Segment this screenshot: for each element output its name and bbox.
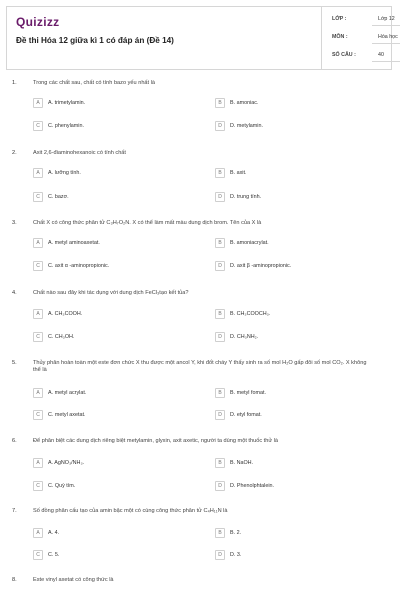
question-text: Chất nào sau đây khi tác dụng với dung dịch FeCl₃tạo kết tủa?	[33, 290, 189, 296]
option-d[interactable]	[215, 332, 375, 344]
option-letter-box: B	[215, 458, 225, 468]
option-a[interactable]	[33, 238, 193, 250]
option-text: A. CH₃COOH.	[48, 311, 83, 317]
option-letter-box: C	[33, 332, 43, 342]
option-letter-box: B	[215, 309, 225, 319]
option-text: C. metyl axetat.	[48, 412, 86, 418]
option-b[interactable]	[215, 238, 375, 250]
meta-class	[332, 13, 400, 25]
meta-divider	[372, 61, 400, 62]
question-text: Chất X có công thức phân tử C₃H₇O₂N. X có thể làm mất màu dung dịch brom. Tên của X là	[33, 220, 262, 226]
option-a[interactable]	[33, 458, 193, 470]
option-text: D. Phenolphtalein.	[230, 483, 275, 489]
option-text: B. amoniac.	[230, 100, 259, 106]
option-c[interactable]	[33, 121, 193, 133]
option-letter-box: D	[215, 332, 225, 342]
meta-value: 40	[378, 52, 384, 58]
option-text: A. AgNO₃/NH₃.	[48, 460, 85, 466]
question-number: 2.	[12, 150, 17, 156]
option-a[interactable]	[33, 309, 193, 321]
document-header	[6, 6, 398, 70]
question-number: 8.	[12, 577, 17, 583]
option-letter-box: A	[33, 238, 43, 248]
meta-divider	[372, 43, 400, 44]
option-text: B. metyl fomat.	[230, 390, 266, 396]
option-text: A. lưỡng tính.	[48, 170, 81, 176]
option-text: B. 2.	[230, 530, 242, 536]
option-a[interactable]	[33, 168, 193, 180]
option-text: C. phenylamin.	[48, 123, 84, 129]
meta-label: MÔN :	[332, 34, 348, 40]
option-letter-box: A	[33, 309, 43, 319]
option-c[interactable]	[33, 261, 193, 273]
option-d[interactable]	[215, 550, 375, 562]
option-text: D. etyl fomat.	[230, 412, 262, 418]
option-letter-box: D	[215, 121, 225, 131]
option-d[interactable]	[215, 481, 375, 493]
option-c[interactable]	[33, 192, 193, 204]
option-text: B. CH₃COOCH₃.	[230, 311, 271, 317]
question-text: Axit 2,6-điaminohexanoic có tính chất	[33, 150, 126, 156]
option-letter-box: B	[215, 98, 225, 108]
option-letter-box: D	[215, 481, 225, 491]
option-b[interactable]	[215, 458, 375, 470]
option-letter-box: D	[215, 550, 225, 560]
question-number: 1.	[12, 80, 17, 86]
option-letter-box: D	[215, 410, 225, 420]
option-text: A. metyl aminoaxetat.	[48, 240, 100, 246]
option-a[interactable]	[33, 528, 193, 540]
option-letter-box: A	[33, 528, 43, 538]
meta-label: SỐ CÂU :	[332, 52, 356, 58]
option-d[interactable]	[215, 192, 375, 204]
question-number: 4.	[12, 290, 17, 296]
option-text: B. amoniacrylat.	[230, 240, 269, 246]
option-text: A. 4.	[48, 530, 60, 536]
option-text: C. 5.	[48, 552, 60, 558]
quizizz-logo: Quizizz	[16, 15, 60, 29]
option-text: D. axit β -aminopropionic.	[230, 263, 292, 269]
option-letter-box: A	[33, 388, 43, 398]
option-letter-box: B	[215, 238, 225, 248]
option-c[interactable]	[33, 550, 193, 562]
document-title: Đề thi Hóa 12 giữa kì 1 có đáp án (Đề 14)	[16, 36, 174, 45]
option-c[interactable]	[33, 481, 193, 493]
option-text: D. trung tính.	[230, 194, 262, 200]
option-text: D. 3.	[230, 552, 242, 558]
option-letter-box: B	[215, 168, 225, 178]
question-text: Trong các chất sau, chất có tính bazo yếu nhất là	[33, 80, 155, 86]
option-a[interactable]	[33, 388, 193, 400]
meta-subject	[332, 31, 400, 43]
meta-panel	[321, 7, 398, 69]
option-letter-box: C	[33, 481, 43, 491]
option-letter-box: C	[33, 410, 43, 420]
option-letter-box: D	[215, 261, 225, 271]
option-letter-box: C	[33, 192, 43, 202]
option-text: B. axit.	[230, 170, 247, 176]
option-text: A. metyl acrylat.	[48, 390, 87, 396]
option-a[interactable]	[33, 98, 193, 110]
option-letter-box: B	[215, 388, 225, 398]
option-letter-box: A	[33, 98, 43, 108]
option-letter-box: C	[33, 550, 43, 560]
option-letter-box: C	[33, 121, 43, 131]
option-b[interactable]	[215, 168, 375, 180]
question-number: 5.	[12, 360, 17, 366]
option-text: D. CH₃NH₂.	[230, 334, 259, 340]
question-text: Để phân biệt các dung dịch riêng biệt metylamin, glyxin, axit axetic, người ta dùng một thuốc thử là	[33, 438, 278, 444]
question-text: Este vinyl axetat có công thức là	[33, 577, 114, 583]
question-text: Thủy phân hoàn toàn một este đơn chức X thu được một ancol Y, khi đốt cháy Y thấy sinh ra số mol H₂O gấp đôi số mol CO₂. X không thể là	[33, 360, 367, 374]
option-d[interactable]	[215, 261, 375, 273]
meta-value: Hóa học	[378, 34, 398, 40]
option-d[interactable]	[215, 121, 375, 133]
question-number: 6.	[12, 438, 17, 444]
option-letter-box: A	[33, 168, 43, 178]
option-text: C. bazơ.	[48, 194, 69, 200]
option-letter-box: C	[33, 261, 43, 271]
question-number: 3.	[12, 220, 17, 226]
option-text: A. trimetylamin.	[48, 100, 86, 106]
option-letter-box: B	[215, 528, 225, 538]
option-text: C. axit α -aminopropionic.	[48, 263, 110, 269]
option-text: C. CH₃OH.	[48, 334, 75, 340]
option-letter-box: A	[33, 458, 43, 468]
option-b[interactable]	[215, 98, 375, 110]
meta-label: LỚP :	[332, 16, 347, 22]
option-text: D. metylamin.	[230, 123, 263, 129]
meta-value: Lớp 12	[378, 16, 395, 22]
option-text: B. NaOH.	[230, 460, 254, 466]
option-b[interactable]	[215, 309, 375, 321]
option-b[interactable]	[215, 528, 375, 540]
question-text: Số đồng phân cấu tạo của amin bậc một có cùng công thức phân tử C₄H₁₁N là	[33, 508, 228, 514]
option-b[interactable]	[215, 388, 375, 400]
option-d[interactable]	[215, 410, 375, 422]
meta-question-count	[332, 49, 400, 61]
option-c[interactable]	[33, 410, 193, 422]
option-c[interactable]	[33, 332, 193, 344]
option-letter-box: D	[215, 192, 225, 202]
question-number: 7.	[12, 508, 17, 514]
option-text: C. Quỳ tím.	[48, 483, 76, 489]
meta-divider	[372, 25, 400, 26]
